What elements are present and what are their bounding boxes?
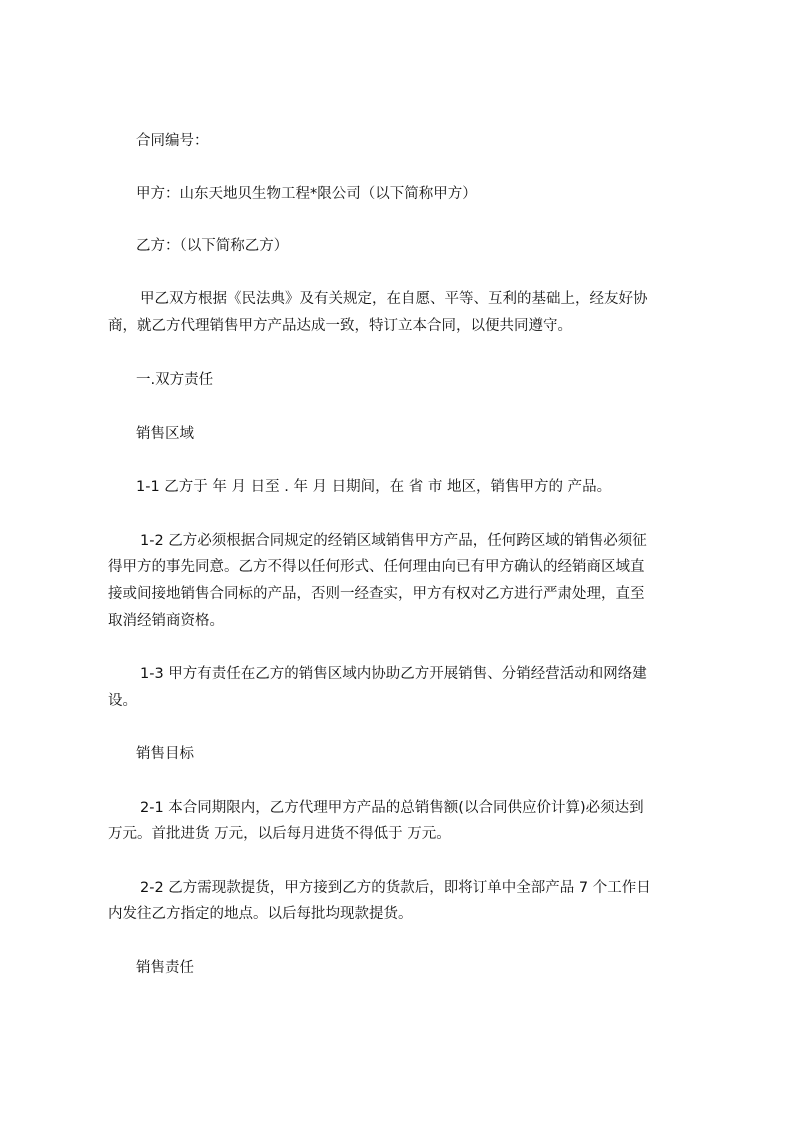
clause-1-3-line-1: 1-3 甲方有责任在乙方的销售区域内协助乙方开展销售、分销经营活动和网络建 xyxy=(140,666,647,682)
contract-number-label: 合同编号： xyxy=(136,133,209,149)
clause-1-2-line-4: 取消经销商资格。 xyxy=(108,613,224,629)
clause-1-2-line-1: 1-2 乙方必须根据合同规定的经销区域销售甲方产品，任何跨区域的销售必须征 xyxy=(140,533,647,549)
clause-2-1-line-1: 2-1 本合同期限内，乙方代理甲方产品的总销售额(以合同供应价计算)必须达到 xyxy=(140,800,644,816)
clause-2-2-line-1: 2-2 乙方需现款提货，甲方接到乙方的货款后，即将订单中全部产品 7 个工作日 xyxy=(140,880,651,896)
preamble-line-2: 商，就乙方代理销售甲方产品达成一致，特订立本合同，以便共同遵守。 xyxy=(108,318,572,334)
clause-2-1-line-2: 万元。首批进货 万元，以后每月进货不得低于 万元。 xyxy=(108,826,451,842)
clause-2-2-line-2: 内发往乙方指定的地点。以后每批均现款提货。 xyxy=(108,906,413,922)
sales-responsibility-heading: 销售责任 xyxy=(136,960,194,976)
section-1-title: 一.双方责任 xyxy=(136,372,214,388)
clause-1-2-line-2: 得甲方的事先同意。乙方不得以任何形式、任何理由向已有甲方确认的经销商区域直 xyxy=(108,559,645,575)
clause-1-3-line-2: 设。 xyxy=(108,693,137,709)
clause-1-2-line-3: 接或间接地销售合同标的产品，否则一经查实，甲方有权对乙方进行严肃处理，直至 xyxy=(108,586,645,602)
sales-target-heading: 销售目标 xyxy=(136,746,194,762)
party-a-line: 甲方：山东天地贝生物工程*限公司（以下简称甲方） xyxy=(136,186,477,202)
sales-area-heading: 销售区域 xyxy=(136,426,194,442)
clause-1-1: 1-1 乙方于 年 月 日至 . 年 月 日期间，在 省 市 地区，销售甲方的 产品。 xyxy=(136,479,612,495)
preamble-line-1: 甲乙双方根据《民法典》及有关规定，在自愿、平等、互利的基础上，经友好协 xyxy=(140,291,648,307)
party-b-line: 乙方：（以下简称乙方） xyxy=(136,238,289,254)
